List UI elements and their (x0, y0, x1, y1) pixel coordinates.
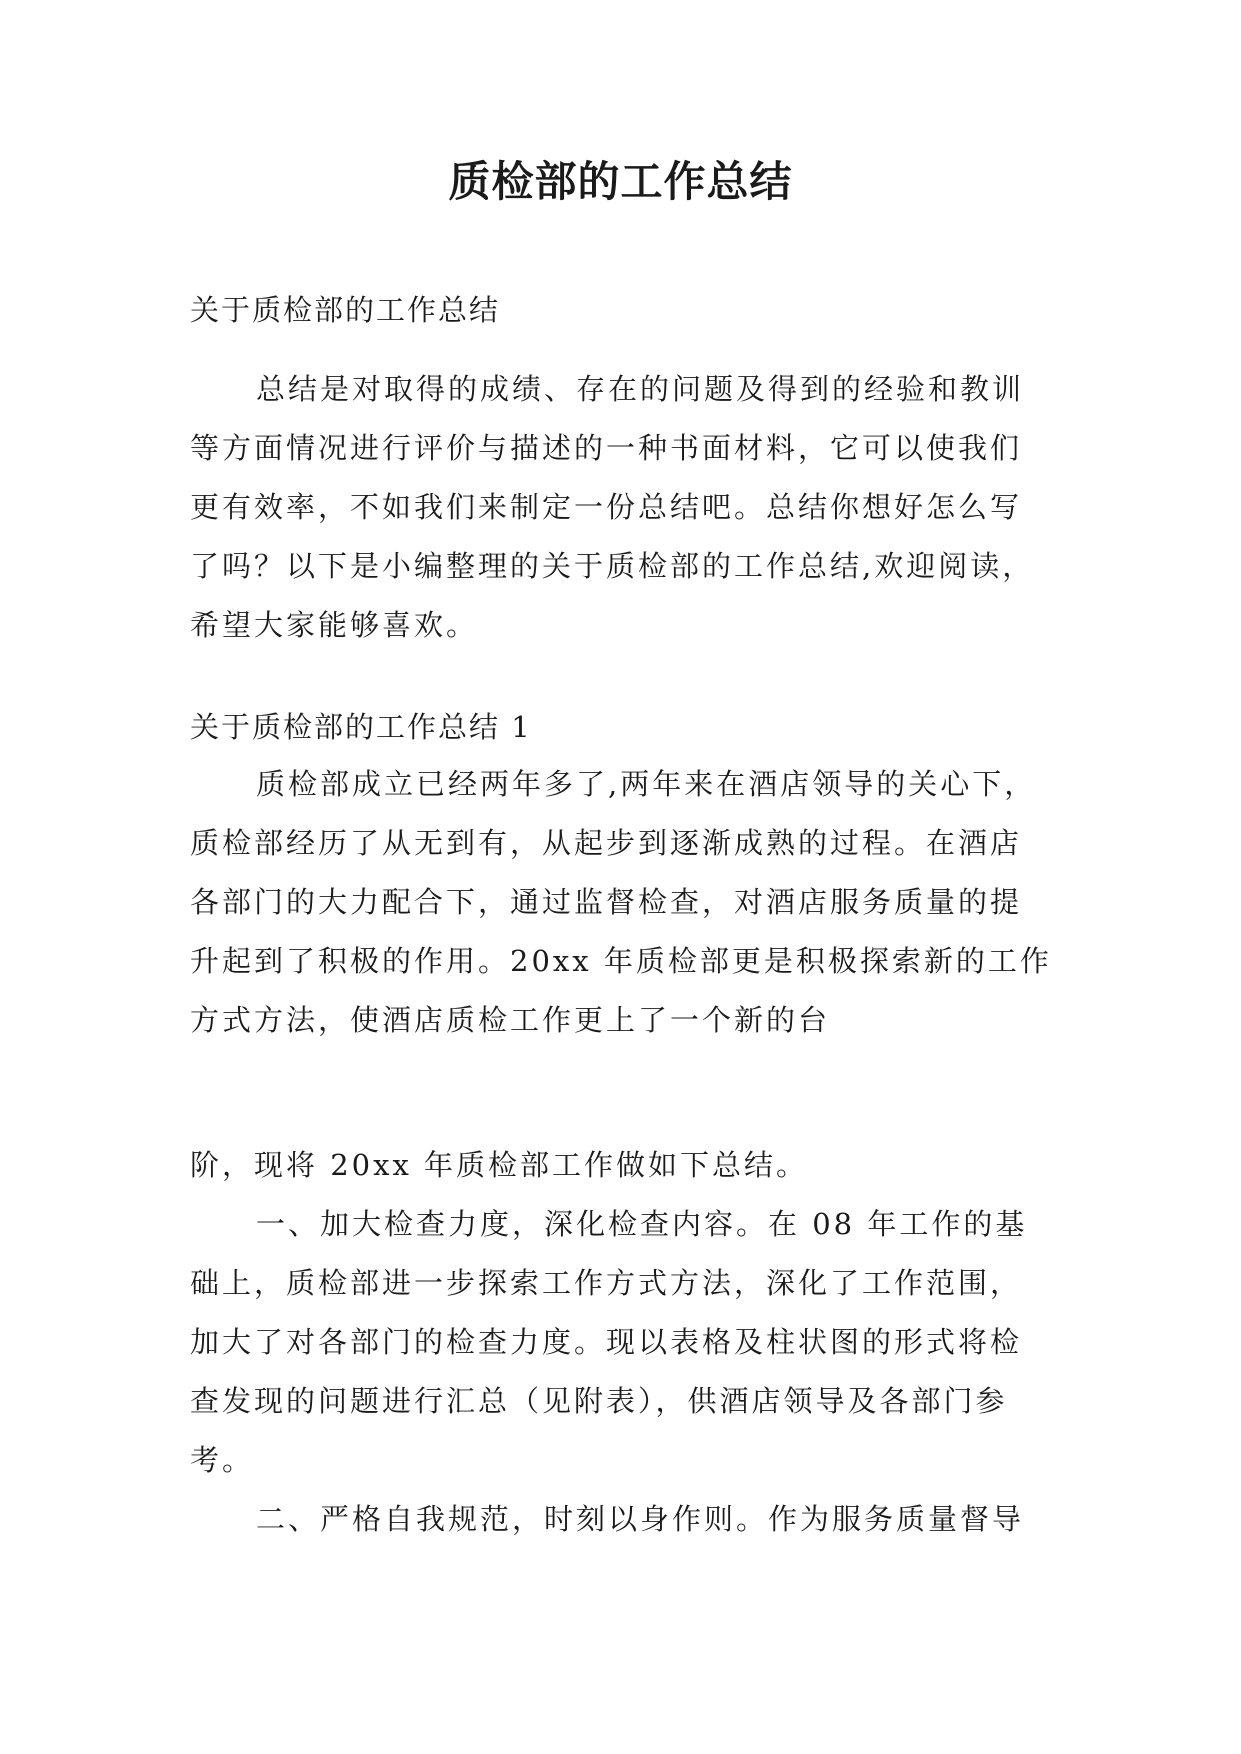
point-two-line: 二、严格自我规范，时刻以身作则。作为服务质量督导 (256, 1502, 1025, 1536)
point-one-line: 查发现的问题进行汇总（见附表），供酒店领导及各部门参 (190, 1384, 1008, 1418)
section-heading: 关于质检部的工作总结 1 (190, 710, 532, 744)
intro-line: 了吗？以下是小编整理的关于质检部的工作总结,欢迎阅读， (190, 549, 1035, 583)
section-line: 升起到了积极的作用。20xx 年质检部更是积极探索新的工作 (190, 944, 1052, 978)
point-one-line: 考。 (190, 1443, 255, 1477)
continuation-paragraph (190, 1136, 1056, 1195)
intro-line: 希望大家能够喜欢。 (190, 608, 479, 642)
point-one-line: 加大了对各部门的检查力度。现以表格及柱状图的形式将检 (190, 1325, 1023, 1359)
intro-line: 等方面情况进行评价与描述的一种书面材料，它可以使我们 (190, 431, 1023, 465)
section-paragraph-1 (190, 755, 1056, 1050)
point-one-line: 一、加大检查力度，深化检查内容。在 08 年工作的基 (256, 1207, 1028, 1241)
point-one-paragraph (190, 1195, 1056, 1490)
point-one-line: 础上，质检部进一步探索工作方式方法，深化了工作范围， (190, 1266, 1023, 1300)
section-line: 质检部成立已经两年多了,两年来在酒店领导的关心下， (256, 767, 1037, 801)
document-subtitle: 关于质检部的工作总结 (190, 293, 501, 327)
continuation-line: 阶，现将 20xx 年质检部工作做如下总结。 (190, 1148, 809, 1182)
point-two-paragraph (190, 1490, 1056, 1549)
intro-paragraph (190, 360, 1056, 655)
section-line: 质检部经历了从无到有，从起步到逐渐成熟的过程。在酒店 (190, 826, 1023, 860)
section-line: 各部门的大力配合下，通过监督检查，对酒店服务质量的提 (190, 885, 1023, 919)
page-title: 质检部的工作总结 (448, 157, 793, 206)
section-line: 方式方法，使酒店质检工作更上了一个新的台 (190, 1003, 831, 1037)
intro-line: 总结是对取得的成绩、存在的问题及得到的经验和教训 (256, 372, 1025, 406)
intro-line: 更有效率，不如我们来制定一份总结吧。总结你想好怎么写 (190, 490, 1023, 524)
